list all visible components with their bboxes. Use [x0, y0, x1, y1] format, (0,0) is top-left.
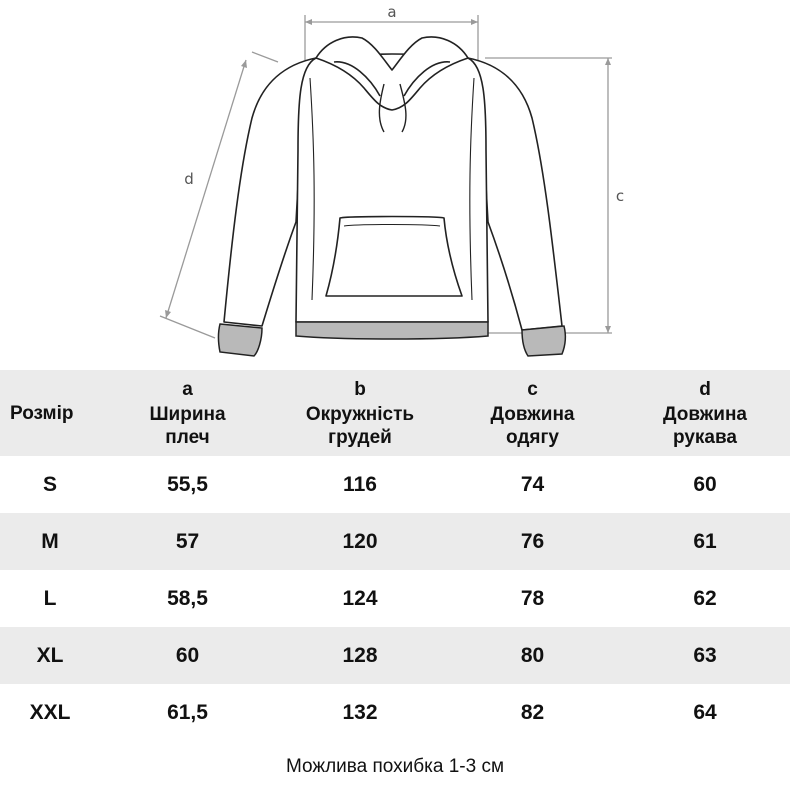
header-garment-length [445, 370, 620, 456]
dim-label-d: d [184, 170, 194, 188]
dim-tick-d-bottom [160, 316, 215, 338]
cell-size: S [42, 472, 57, 496]
cell-size: XXL [29, 700, 71, 724]
cell-b: 132 [342, 700, 378, 724]
cell-d: 61 [693, 529, 717, 553]
cell-b: 120 [342, 529, 378, 553]
hoodie-outline [224, 37, 562, 330]
cell-b: 124 [342, 586, 378, 610]
cell-a: 55,5 [167, 472, 208, 496]
header-label-c: Довжина одягу [490, 403, 575, 448]
dim-label-a: a [387, 3, 397, 21]
waistband [296, 322, 488, 339]
cell-d: 60 [693, 472, 717, 496]
table-row [0, 456, 790, 513]
header-shoulder-width [100, 370, 275, 456]
header-chest [275, 370, 445, 456]
cell-c: 82 [520, 700, 545, 724]
cell-c: 74 [520, 472, 545, 496]
hoodie-diagram [0, 0, 790, 370]
cell-a: 61,5 [167, 700, 208, 724]
kangaroo-pocket [326, 217, 462, 297]
left-cuff [219, 324, 263, 356]
hoodie-sketch [0, 0, 790, 370]
cell-a: 60 [175, 643, 200, 667]
cell-d: 64 [693, 700, 717, 724]
tolerance-note: Можлива похибка 1-3 см [285, 756, 505, 777]
header-label-d: Довжина рукава [663, 403, 747, 448]
table-row [0, 513, 790, 570]
table-row [0, 627, 790, 684]
header-label-b: Окружність грудей [305, 403, 415, 448]
header-label-a: Ширина плеч [149, 403, 226, 448]
cell-a: 58,5 [167, 586, 208, 610]
size-table [0, 370, 790, 741]
cell-c: 76 [520, 529, 545, 553]
header-letter-c: c [527, 378, 538, 400]
header-size: Розмір [10, 402, 74, 424]
cell-size: L [43, 586, 57, 610]
header-letter-b: b [354, 378, 366, 400]
cell-size: M [41, 529, 59, 553]
cell-c: 80 [520, 643, 545, 667]
table-row [0, 684, 790, 741]
table-header-row [0, 370, 790, 456]
cell-size: XL [36, 643, 64, 667]
dim-label-c: c [615, 187, 625, 205]
ribbing [219, 322, 566, 356]
cell-d: 62 [693, 586, 717, 610]
header-letter-d: d [699, 378, 711, 400]
header-letter-a: a [182, 378, 193, 400]
header-sleeve-length [620, 370, 790, 456]
cell-c: 78 [520, 586, 545, 610]
dim-tick-d-top [252, 52, 278, 62]
cell-b: 128 [342, 643, 378, 667]
cell-a: 57 [175, 529, 200, 553]
cell-b: 116 [343, 472, 377, 496]
right-cuff [522, 326, 565, 356]
table-row [0, 570, 790, 627]
cell-d: 63 [693, 643, 717, 667]
